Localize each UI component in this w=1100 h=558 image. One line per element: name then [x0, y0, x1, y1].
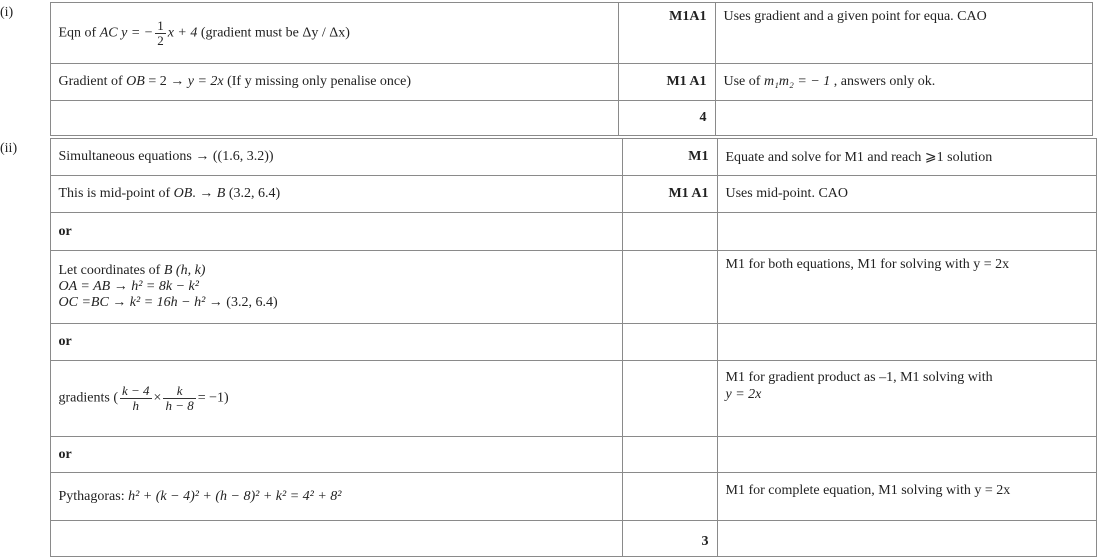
answer-cell	[50, 101, 618, 136]
table-row	[0, 64, 1093, 101]
math-text: OC =BC → k² = 16h − h²	[58, 295, 206, 310]
table-row	[0, 251, 1097, 324]
table-row	[0, 101, 1093, 136]
total-marks: 4	[618, 101, 715, 136]
table-row	[0, 3, 1093, 64]
numerator: k	[163, 384, 195, 399]
marks-cell	[622, 361, 717, 437]
numerator: 1	[157, 17, 164, 33]
or-divider: or	[50, 213, 622, 251]
marks-cell: M1	[622, 139, 717, 176]
fraction	[120, 384, 152, 413]
numerator: k − 4	[121, 383, 150, 398]
table-row	[0, 139, 1097, 176]
answer-text: (3.2, 6.4)	[225, 186, 281, 201]
comment-cell: M1 for complete equation, M1 solving with y = 2x	[717, 473, 1097, 521]
math-text: OB	[126, 74, 145, 89]
answer-text: gradients (	[58, 390, 118, 406]
comment-cell: M1 for both equations, M1 for solving with y = 2x	[717, 251, 1097, 324]
answer-cell	[50, 251, 622, 324]
answer-text: = 2 →	[144, 74, 188, 89]
math-text: h² + (k − 4)² + (h − 8)² + k² = 4² + 8²	[128, 488, 342, 504]
marks-cell	[622, 251, 717, 324]
answer-cell: Simultaneous equations → ((1.6, 3.2))	[50, 139, 622, 176]
denominator: h − 8	[165, 398, 194, 413]
times-sign: ×	[153, 390, 162, 406]
part-label: (ii)	[0, 139, 50, 557]
answer-text: . →	[192, 186, 217, 201]
answer-text: → (3.2, 6.4)	[205, 295, 278, 310]
comment-cell	[715, 64, 1093, 101]
table-row	[0, 176, 1097, 213]
answer-cell	[50, 521, 622, 557]
marks-cell: M1 A1	[622, 176, 717, 213]
marks-cell	[622, 324, 717, 361]
math-text: y = −	[117, 25, 154, 41]
table-row	[0, 473, 1097, 521]
answer-text: This is mid-point of	[58, 186, 174, 201]
denominator: h	[132, 398, 139, 413]
answer-text: Let coordinates of	[58, 263, 164, 278]
comment-cell	[715, 101, 1093, 136]
fraction	[163, 384, 195, 413]
table-row	[0, 437, 1097, 473]
answer-cell	[50, 361, 622, 437]
table-row	[0, 213, 1097, 251]
marks-cell	[622, 213, 717, 251]
marks-cell	[622, 437, 717, 473]
math-text: m₁m₂ = − 1	[763, 74, 831, 89]
comment-text: , answers only ok.	[830, 74, 936, 89]
answer-note: (If y missing only penalise once)	[223, 74, 412, 89]
math-text: x + 4	[167, 25, 198, 41]
answer-cell	[50, 64, 618, 101]
part-label: (i)	[0, 3, 50, 136]
total-marks: 3	[622, 521, 717, 557]
answer-text: Eqn of	[58, 25, 100, 41]
table-row	[0, 361, 1097, 437]
comment-cell	[717, 521, 1097, 557]
fraction	[155, 19, 166, 48]
math-text: y = 2x	[725, 387, 762, 402]
answer-cell	[50, 176, 622, 213]
math-text: y = 2x	[187, 74, 224, 89]
math-text: AC	[99, 25, 118, 41]
comment-cell	[717, 213, 1097, 251]
marks-cell: M1A1	[618, 3, 715, 64]
comment-cell	[717, 324, 1097, 361]
math-text: OB	[173, 186, 193, 201]
answer-text: Pythagoras:	[58, 488, 129, 504]
answer-note: (gradient must be Δy / Δx)	[197, 25, 350, 41]
or-divider: or	[50, 437, 622, 473]
comment-cell: Uses gradient and a given point for equa. CAO	[715, 3, 1093, 64]
comment-text: Use of	[723, 74, 764, 89]
part-i-table	[0, 2, 1093, 136]
comment-cell: Uses mid-point. CAO	[717, 176, 1097, 213]
comment-cell: Equate and solve for M1 and reach ⩾1 solution	[717, 139, 1097, 176]
marks-cell	[622, 473, 717, 521]
comment-text: M1 for gradient product as –1, M1 solving with	[725, 370, 993, 385]
comment-cell	[717, 437, 1097, 473]
answer-text: = −1)	[197, 390, 229, 406]
math-text: B (h, k)	[163, 263, 206, 278]
or-divider: or	[50, 324, 622, 361]
answer-cell	[50, 3, 618, 64]
math-text: B	[216, 186, 226, 201]
answer-line	[59, 263, 614, 279]
marks-cell: M1 A1	[618, 64, 715, 101]
comment-cell	[717, 361, 1097, 437]
table-row	[0, 521, 1097, 557]
answer-cell	[50, 473, 622, 521]
answer-line	[59, 279, 614, 295]
answer-line	[59, 295, 614, 311]
table-row	[0, 324, 1097, 361]
part-ii-table	[0, 138, 1097, 557]
denominator: 2	[157, 32, 164, 48]
answer-text: Gradient of	[58, 74, 127, 89]
math-text: OA = AB → h² = 8k − k²	[58, 279, 199, 294]
